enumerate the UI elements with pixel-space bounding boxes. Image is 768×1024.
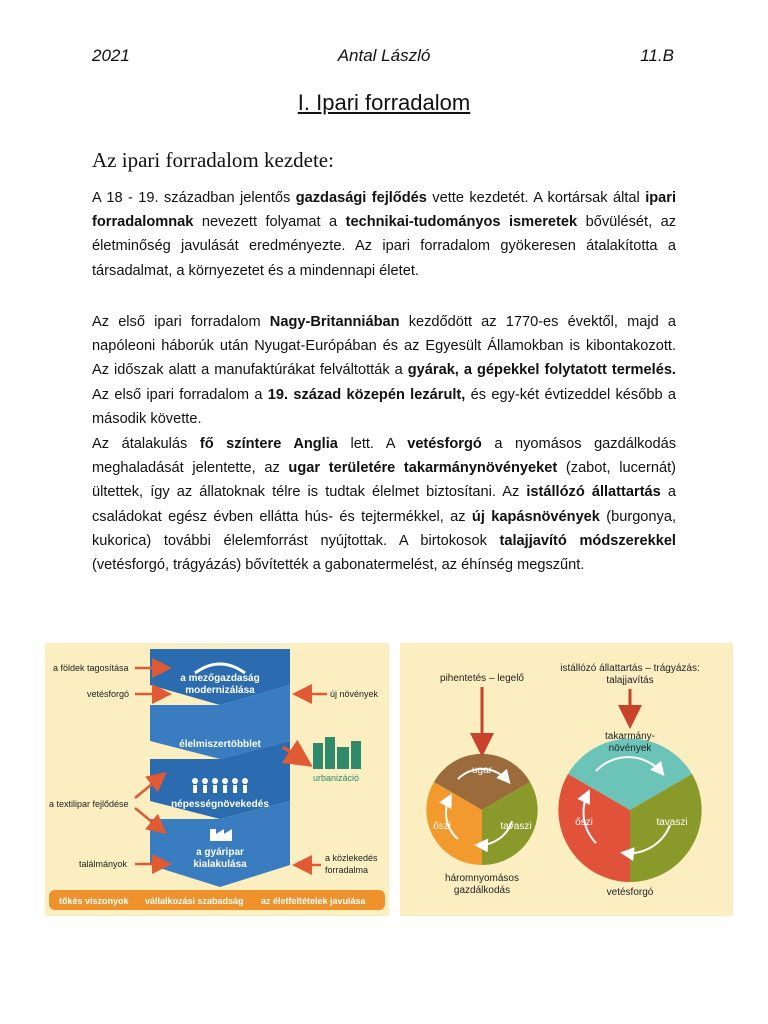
- bottom-bar-item: az életfeltételek javulása: [261, 896, 366, 906]
- text-run: A 18 - 19. században jelentős: [92, 190, 296, 206]
- text-run: bővülését, az életminőség javulását eredményezte. Az ipari forradalom gyökeresen átalakította a társadalmat, a környezetet és a mindennapi életet.: [92, 214, 676, 279]
- factor-label: új növények: [330, 689, 379, 699]
- bottom-bar-item: tőkés viszonyok: [59, 896, 129, 906]
- factor-label: a közlekedés: [325, 853, 378, 863]
- industrial-revolution-flow-diagram: [45, 643, 389, 916]
- bold-text-run: 19. század közepén lezárult,: [267, 386, 466, 403]
- bold-text-run: gyárak, a gépekkel folytatott termelés.: [407, 362, 676, 379]
- sector-label: őszi: [433, 821, 451, 832]
- crop-rotation-diagram: [400, 643, 733, 916]
- text-run: Az első ipari forradalom a: [92, 386, 268, 403]
- page-title: I. Ipari forradalom: [297, 90, 471, 115]
- sector-label: tavaszi: [656, 817, 688, 828]
- factor-label: a textilipar fejlődése: [49, 799, 129, 809]
- sector-label: tavaszi: [500, 821, 532, 832]
- factor-label: forradalma: [325, 865, 369, 875]
- text-run: kezdődött az 1770-es évektől, majd a napóleoni háborúk után Nyugat-Európában és az Egyesült Államokban is kibontakozott. Az időszak alatt a manufaktúrákat felváltották a: [92, 314, 677, 379]
- input-label: istállózó állattartás – trágyázás:: [560, 663, 700, 674]
- text-run: (zabot, lucernát) ültettek, így az állatoknak télre is tudtak élelmet biztosítani. Az: [92, 460, 676, 501]
- bold-text-run: talajjavító módszerekkel: [499, 532, 676, 549]
- bottom-bar-item: vállalkozási szabadság: [145, 896, 244, 906]
- paragraph-1: [92, 186, 676, 283]
- text-run: nevezett folyamat a: [193, 214, 346, 231]
- header-author: Antal László: [337, 46, 431, 65]
- text-run: és egy-két évtizeddel később a második követte.: [92, 386, 676, 427]
- bold-text-run: fő színtere Anglia: [199, 436, 338, 452]
- stage-label: a mezőgazdaság: [180, 673, 260, 684]
- header-year: 2021: [92, 46, 130, 65]
- bold-text-run: ugar területére takarmánynövényeket: [288, 460, 558, 477]
- paragraph-2: [92, 310, 676, 431]
- urbanization-label: urbanizáció: [313, 773, 360, 783]
- bold-text-run: istállózó állattartás: [526, 484, 661, 501]
- caption-label: vetésforgó: [606, 887, 654, 898]
- stage-label: kialakulása: [193, 859, 247, 870]
- caption-label: háromnyomásos: [445, 873, 519, 884]
- section-heading: Az ipari forradalom kezdete:: [92, 148, 334, 172]
- bold-text-run: vetésforgó: [407, 436, 482, 452]
- text-run: Az első ipari forradalom: [92, 314, 270, 330]
- factor-label: a földek tagosítása: [53, 663, 129, 673]
- text-run: a nyomásos gazdálkodás meghaladását jelentette, az: [92, 436, 677, 477]
- text-run: (vetésforgó, trágyázás) bővítették a gabonatermelést, az éhínség megszűnt.: [92, 557, 585, 574]
- bold-text-run: új kapásnövények: [471, 508, 600, 525]
- caption-label: gazdálkodás: [453, 885, 511, 896]
- stage-label: élelmiszertöbblet: [179, 739, 261, 750]
- factor-label: találmányok: [79, 859, 128, 869]
- text-run: lett. A: [337, 436, 408, 452]
- stage-label: modernizálása: [185, 685, 255, 696]
- header-class: 11.B: [640, 46, 674, 65]
- bold-text-run: ipari forradalomnak: [92, 190, 677, 231]
- bold-text-run: Nagy-Britanniában: [269, 314, 400, 330]
- input-label: talajjavítás: [606, 675, 654, 686]
- stage-label: a gyáripar: [196, 847, 244, 858]
- sector-label: ugar: [471, 765, 493, 776]
- text-run: (burgonya, kukorica) további élelemforrást nyújtottak. A birtokosok: [92, 508, 677, 549]
- text-run: a családokat egész évben ellátta hús- és tejtermékkel, az: [92, 484, 677, 525]
- input-label: pihentetés – legelő: [440, 673, 524, 684]
- bold-text-run: technikai-tudományos ismeretek: [345, 214, 578, 231]
- paragraph-3: [92, 432, 676, 577]
- sector-label: takarmány-: [604, 731, 656, 742]
- sector-label: növények: [608, 743, 652, 754]
- stage-label: népességnövekedés: [171, 799, 269, 810]
- factor-label: vetésforgó: [87, 689, 130, 699]
- text-run: Az átalakulás: [92, 436, 200, 452]
- bold-text-run: gazdasági fejlődés: [295, 190, 427, 206]
- text-run: vette kezdetét. A kortársak által: [426, 190, 646, 206]
- sector-label: őszi: [575, 817, 593, 828]
